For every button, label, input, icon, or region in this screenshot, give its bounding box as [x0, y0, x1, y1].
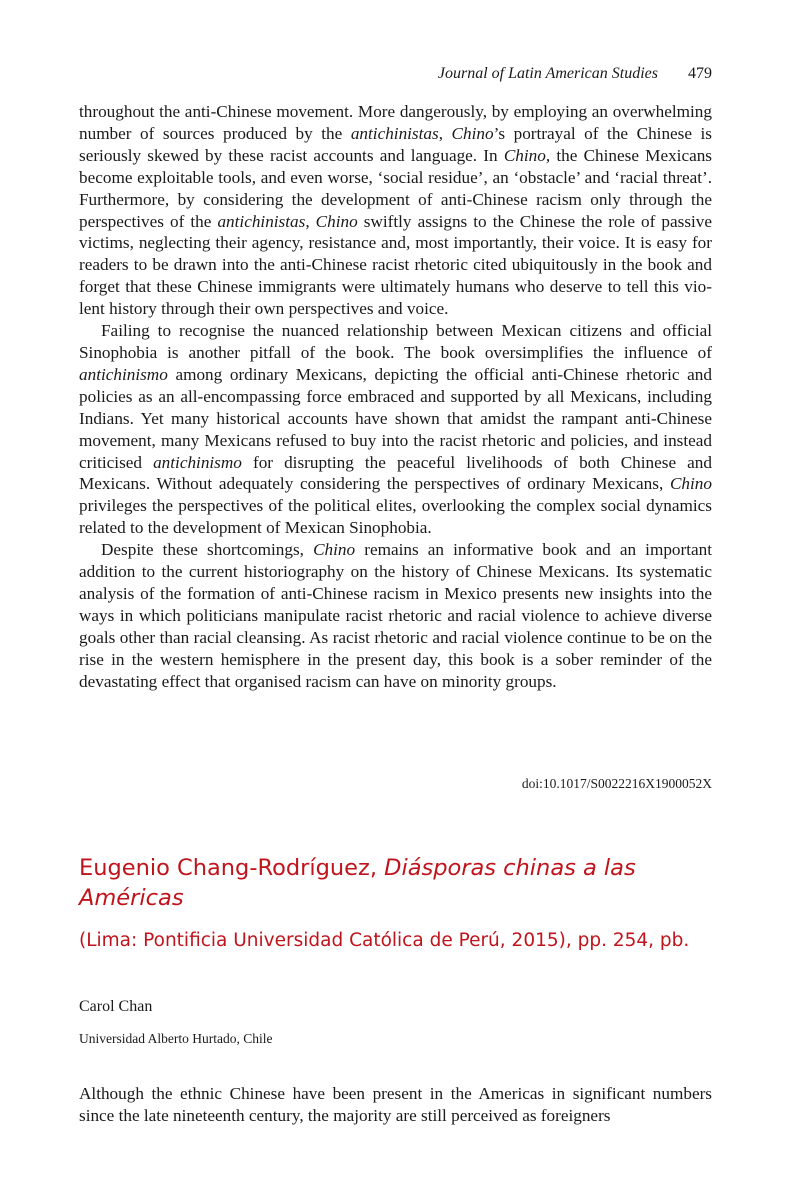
paragraph-3: Despite these shortcomings, Chino remains an informative book and an important addition to the current historiography on the history of Chinese Mexicans. Its systematic analysis of the formation of anti-Chinese racism in Mexico presents new insights into the ways in which politicians manipulate racist rhetoric and racial violence to achieve diverse goals other than racial cleansing. As racist rhetoric and racial violence continue to be on the rise in the western hemisphere in the present day, this book is a sober reminder of the devastating effect that organised racism can have on minority groups. — [79, 540, 712, 691]
reviewer-affiliation: Universidad Alberto Hurtado, Chile — [79, 1031, 273, 1046]
paragraph-1: throughout the anti-Chinese movement. More dangerously, by employing an overwhelming number of sources produced by the antichinistas, Chino’s portrayal of the Chinese is seriously skewed by these racist accounts and language. In Chino, the Chinese Mexicans become exploitable tools, and even worse, ‘social residue’, an ‘obstacle’ and ‘racial threat’. Furthermore, by considering the development of anti-Chinese racism only through the perspectives of the antichinistas, Chino swiftly assigns to the Chinese the role of passive victims, neglecting their agency, resistance and, most importantly, their voice. It is easy for readers to be drawn into the anti-Chinese racist rhetoric cited ubiquitously in the book and forget that these Chinese immigrants were ultimately humans who deserve to tell this violent history through their own perspectives and voice. — [79, 102, 713, 319]
review-opening-paragraph: Although the ethnic Chinese have been present in the Americas in significant numbers since the late nineteenth century, the majority are still perceived as foreigners — [79, 1084, 712, 1125]
review-title — [79, 853, 712, 913]
book-author: Eugenio Chang-Rodríguez, — [79, 855, 385, 881]
page-number: 479 — [688, 65, 712, 82]
running-header — [438, 64, 712, 84]
publication-info: (Lima: Pontificia Universidad Católica de Perú, 2015), pp. 254, pb. — [79, 930, 690, 951]
review-continuation — [79, 101, 712, 692]
doi-link[interactable]: doi:10.1017/S0022216X1900052X — [521, 776, 712, 791]
paragraph-2: Failing to recognise the nuanced relationship between Mexican citizens and official Sinophobia is another pitfall of the book. The book oversimplifies the influence of antichinismo among ordinary Mexicans, depicting the official anti-Chinese rhetoric and policies as an all-encompassing force embraced and supported by all Mexicans, including Indians. Yet many historical accounts have shown that amidst the rampant anti-Chinese movement, many Mexicans refused to buy into the racist rhetoric and policies, and instead criticised antichinismo for disrupting the peaceful livelihoods of both Chinese and Mexicans. Without adequately considering the perspectives of ordinary Mexicans, Chino privileges the perspectives of the political elites, overlooking the complex social dynamics related to the development of Mexican Sinophobia. — [79, 321, 712, 538]
book-title: Diásporas chinas a las Américas — [79, 855, 636, 911]
journal-title: Journal of Latin American Studies — [437, 65, 658, 82]
reviewer-name: Carol Chan — [79, 998, 153, 1015]
